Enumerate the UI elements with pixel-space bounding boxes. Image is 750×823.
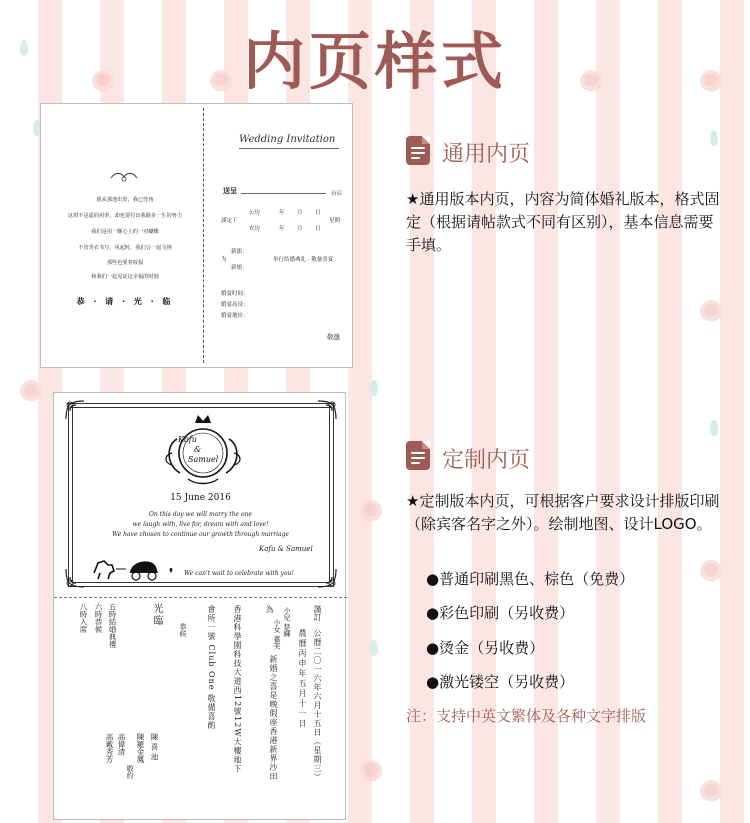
crest-name-2: Samuel [188, 455, 219, 464]
rose-motif [700, 780, 722, 802]
option-item: ●烫金（另收费） [426, 639, 545, 657]
swirl-ornament-icon [109, 170, 139, 184]
vertical-text: 新婚之喜是晚假座香港新界沙田 [269, 655, 278, 781]
weekday-label: 星期 [329, 218, 341, 224]
date-label: 謹定于 [221, 218, 238, 224]
host-name: 高偉清 [117, 733, 126, 756]
fold-line [54, 597, 347, 598]
lunar-label: 农历 [249, 226, 261, 232]
vertical-text: 恭候 [179, 623, 187, 637]
vertical-text: 謹訂 [313, 605, 322, 621]
celebrate-text: We can't wait to celebrate with you! [184, 570, 294, 577]
english-line: We have chosen to continue our growth through marriage [112, 531, 289, 538]
document-icon [406, 441, 430, 470]
generic-inner-page-preview [40, 103, 353, 368]
ceremony-text: 举行结婚典礼 · 敬备喜宴 [273, 257, 334, 263]
host-name: 陳 喜 池 [150, 733, 159, 761]
year-label: 年 [279, 226, 285, 232]
section-description-custom: ★定制版本内页，可根据客户要求设计排版印刷（除宾客名字之外）。绘制地图、设计LOGO。 [406, 492, 720, 533]
corner-flourish-icon [314, 565, 340, 591]
option-item: ●彩色印刷（另收费） [426, 604, 575, 622]
poem-line: 不管青衣书写，风起时，我们会一起飞翔 [78, 245, 172, 251]
section-title-custom: 定制内页 [442, 448, 531, 473]
poem-line: 这琪不是遥的用率，却也要付出我路步一生的努力 [67, 213, 183, 219]
host-name: 陳羅金鳳 [136, 733, 145, 763]
bride-label: 新娘： [231, 265, 248, 271]
section-title-generic: 通用内页 [442, 142, 531, 167]
horse-carriage-icon [90, 555, 180, 581]
option-item: ●普通印刷黑色、棕色（免费） [426, 570, 635, 588]
vertical-text: 六時恭候 [94, 603, 103, 633]
rose-motif [360, 500, 382, 522]
year-label: 年 [279, 210, 285, 216]
leaf-motif [710, 130, 718, 146]
script-title: Wedding Invitation [239, 134, 336, 145]
vertical-text: 香港科學園科技大道西12號12W大樓地下 [233, 605, 242, 774]
month-label: 月 [297, 210, 303, 216]
guest-name-line [241, 193, 326, 194]
document-icon [406, 136, 430, 165]
solar-label: 公历 [249, 210, 261, 216]
english-line: On this day we will marry the one [148, 511, 253, 518]
crest-name-1: Kafu [178, 435, 197, 444]
rose-motif [20, 380, 42, 402]
day-label: 日 [315, 210, 321, 216]
day-label: 日 [315, 226, 321, 232]
poem-line: 我们是用一颗心上的一对蝴蝶 [91, 229, 159, 235]
rose-motif [700, 560, 722, 582]
section-description-generic: ★通用版本内页，内容为简体婚礼版本，格式固定（根据请帖款式不同有区别），基本信息需要手填。 [406, 190, 720, 254]
vertical-text: 會所一號 Club One 敬備喜酌 [207, 605, 216, 731]
custom-inner-page-preview [53, 392, 346, 820]
monogram-crest-icon [162, 409, 244, 489]
title-rule [239, 148, 339, 149]
poem-line: 愿从那池出发，我已莞角 [96, 197, 154, 203]
poem-line: 那些也要着权福 [106, 260, 144, 266]
month-label: 月 [297, 226, 303, 232]
leaf-motif [370, 640, 378, 656]
vertical-text: 八時入席 [79, 603, 88, 633]
banquet-time-label: 婚宴时间： [221, 291, 249, 297]
page-title: 内页样式 [242, 25, 507, 98]
crest-ampersand: & [194, 445, 202, 454]
host-name: 高戴秀芳 [105, 733, 114, 763]
honor-label: 台启 [331, 191, 343, 197]
option-item: ●激光镂空（另收费） [426, 673, 575, 691]
vertical-text: 公曆二〇一六年六月十五日（星期三） [313, 629, 322, 782]
vertical-text: 光臨 [151, 603, 162, 627]
banquet-hall-label: 婚宴高设： [221, 302, 249, 308]
host-sign: 敬約 [126, 765, 134, 779]
leaf-motif [370, 380, 378, 396]
vertical-text: 為 [265, 605, 274, 613]
groom-label: 新郎： [231, 249, 248, 255]
vertical-text: 小女 嘉芙 [273, 619, 281, 650]
corner-flourish-icon [62, 565, 88, 591]
couple-signature: Kafu & Samuel [259, 545, 313, 553]
vertical-text: 農曆丙申年五月十一日 [298, 629, 307, 729]
respectfully-label: 敬邀 [327, 333, 340, 341]
for-label: 为 [221, 257, 227, 263]
blessing-text: 恭 · 请 · 光 · 临 [76, 297, 174, 306]
fold-line [203, 108, 204, 363]
support-note: 注：支持中英文繁体及各种文字排版 [406, 707, 647, 725]
wedding-date: 15 June 2016 [170, 493, 231, 503]
poem-line: 和我们一起见证这幸福的时刻 [91, 274, 159, 280]
leaf-motif [710, 420, 718, 436]
english-line: we laugh with, live for, dream with and love! [132, 521, 269, 528]
vertical-text: 五時結婚典禮 [108, 603, 117, 648]
banquet-place-label: 婚宴地址： [221, 313, 249, 319]
rose-motif [360, 760, 382, 782]
corner-flourish-icon [62, 397, 88, 423]
rose-motif [700, 300, 722, 322]
corner-flourish-icon [314, 397, 340, 423]
send-to-label: 送呈 [223, 187, 237, 195]
vertical-text: 小兒 楚輝 [283, 607, 291, 638]
